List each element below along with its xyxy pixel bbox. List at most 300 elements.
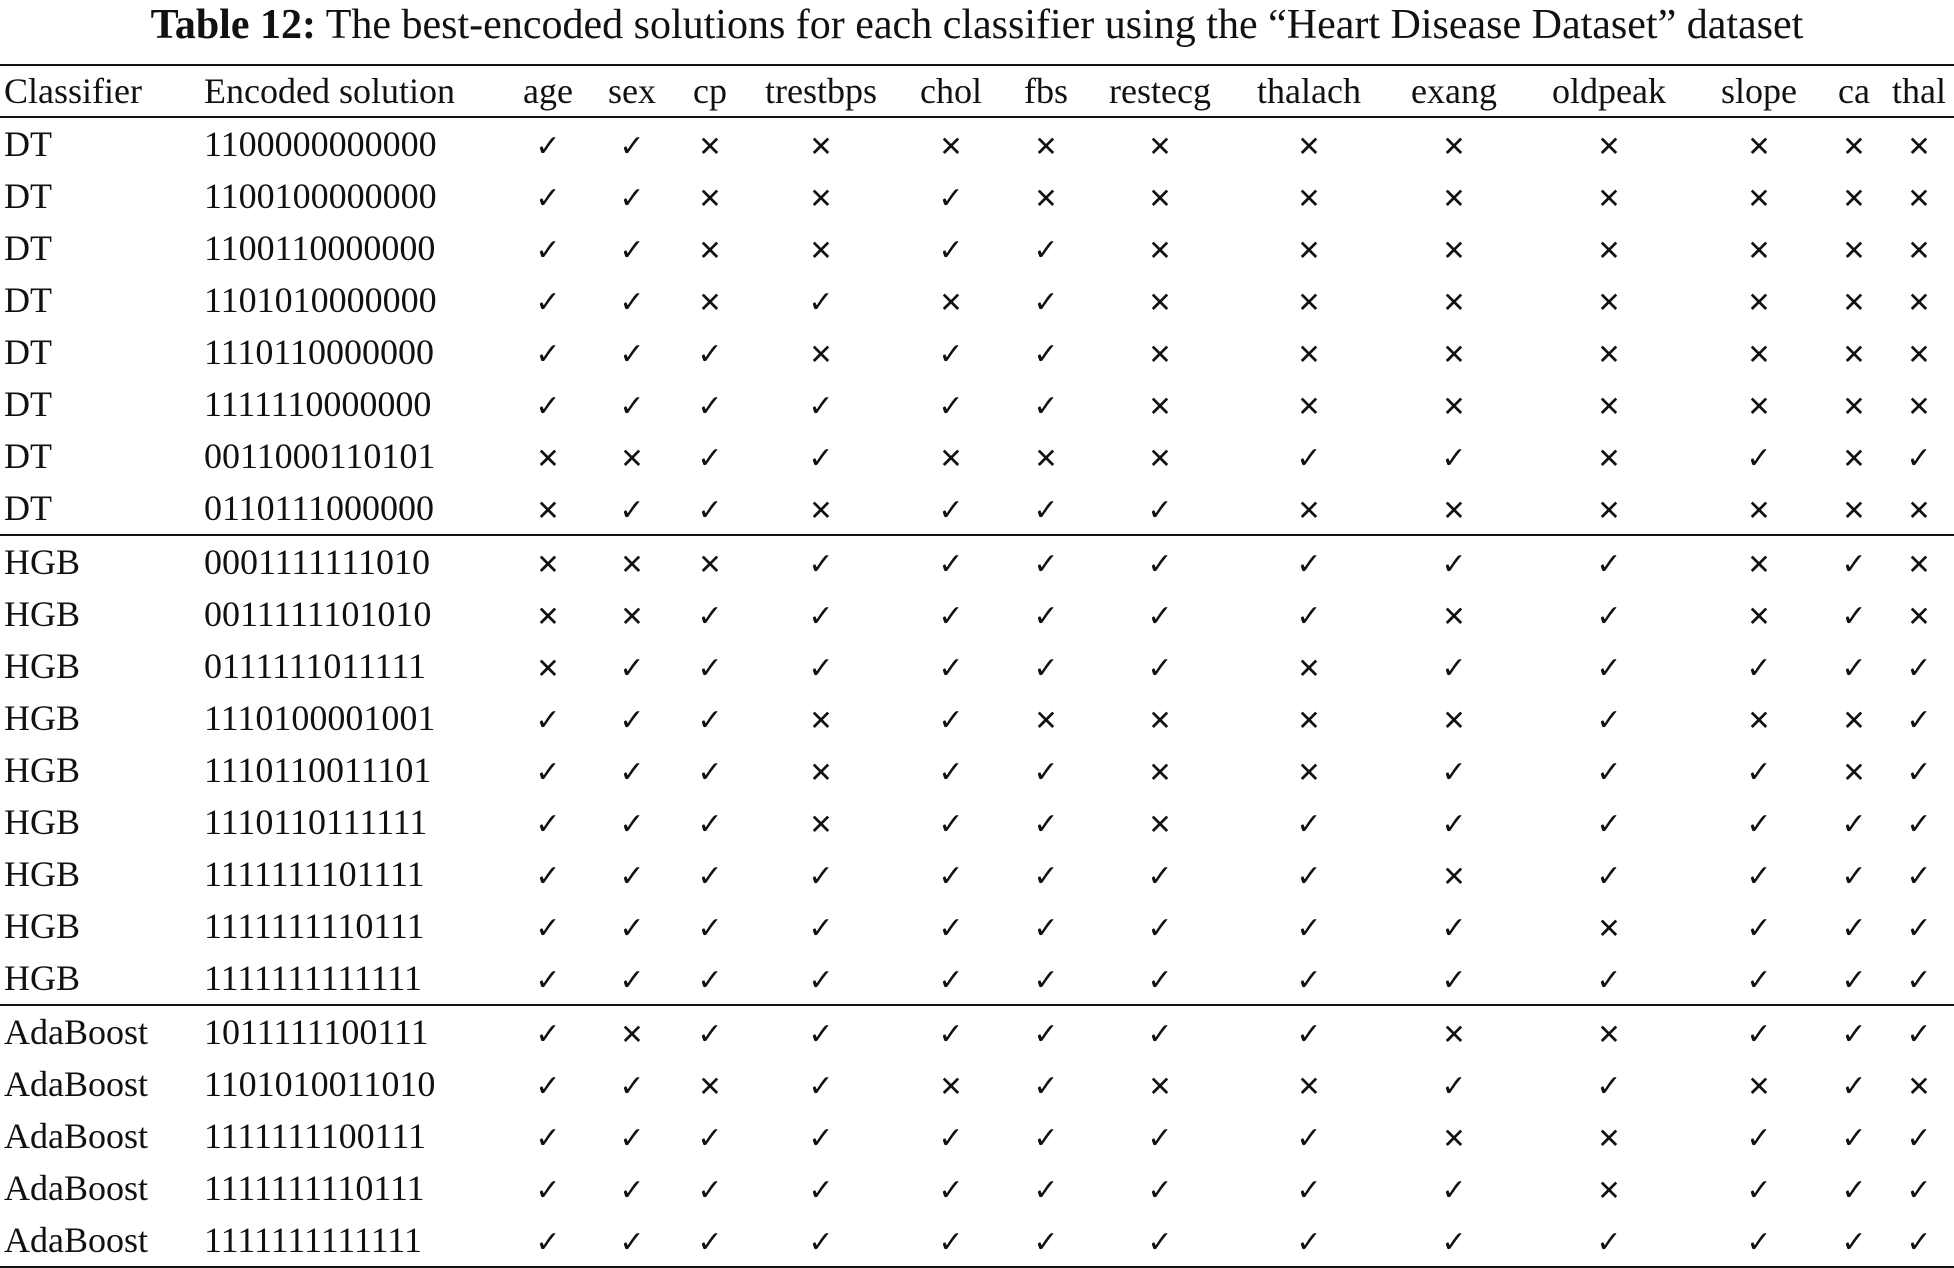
feature-cell bbox=[590, 222, 674, 274]
check-icon: ✓ bbox=[1033, 233, 1059, 268]
cross-icon: ✕ bbox=[1907, 548, 1931, 581]
feature-cell bbox=[1086, 848, 1234, 900]
feature-cell bbox=[590, 1162, 674, 1214]
table-row bbox=[0, 1162, 1954, 1214]
check-icon: ✓ bbox=[808, 1225, 834, 1260]
feature-cell bbox=[746, 326, 896, 378]
feature-cell bbox=[674, 1162, 746, 1214]
feature-cell bbox=[506, 1110, 590, 1162]
feature-cell bbox=[590, 378, 674, 430]
feature-cell bbox=[1524, 900, 1694, 952]
feature-cell bbox=[1234, 900, 1384, 952]
column-header: restecg bbox=[1109, 71, 1211, 111]
check-icon: ✓ bbox=[808, 1017, 834, 1052]
feature-cell bbox=[1006, 1058, 1086, 1110]
feature-cell bbox=[1524, 274, 1694, 326]
check-icon: ✓ bbox=[535, 1017, 561, 1052]
cross-icon: ✕ bbox=[1597, 1122, 1621, 1155]
check-icon: ✓ bbox=[619, 1069, 645, 1104]
check-icon: ✓ bbox=[619, 337, 645, 372]
cross-icon: ✕ bbox=[1148, 234, 1172, 267]
feature-cell bbox=[1694, 1005, 1824, 1058]
check-icon: ✓ bbox=[1746, 441, 1772, 476]
check-icon: ✓ bbox=[1441, 807, 1467, 842]
feature-cell bbox=[1086, 744, 1234, 796]
check-icon: ✓ bbox=[697, 337, 723, 372]
cross-icon: ✕ bbox=[1597, 338, 1621, 371]
check-icon: ✓ bbox=[808, 963, 834, 998]
check-icon: ✓ bbox=[1033, 285, 1059, 320]
cross-icon: ✕ bbox=[1297, 338, 1321, 371]
feature-cell bbox=[506, 482, 590, 535]
feature-cell bbox=[1694, 274, 1824, 326]
check-icon: ✓ bbox=[938, 337, 964, 372]
feature-cell bbox=[896, 692, 1006, 744]
check-icon: ✓ bbox=[1147, 1173, 1173, 1208]
table-row bbox=[0, 378, 1954, 430]
check-icon: ✓ bbox=[619, 911, 645, 946]
column-header: thal bbox=[1892, 71, 1946, 111]
feature-cell bbox=[1884, 430, 1954, 482]
cross-icon: ✕ bbox=[1907, 234, 1931, 267]
feature-cell bbox=[1524, 692, 1694, 744]
check-icon: ✓ bbox=[1296, 547, 1322, 582]
cross-icon: ✕ bbox=[1907, 182, 1931, 215]
feature-cell bbox=[1086, 692, 1234, 744]
check-icon: ✓ bbox=[1296, 807, 1322, 842]
check-icon: ✓ bbox=[619, 1121, 645, 1156]
feature-cell bbox=[1384, 796, 1524, 848]
check-icon: ✓ bbox=[1841, 599, 1867, 634]
check-icon: ✓ bbox=[619, 651, 645, 686]
feature-cell bbox=[1524, 588, 1694, 640]
cross-icon: ✕ bbox=[939, 130, 963, 163]
feature-cell bbox=[896, 274, 1006, 326]
feature-cell bbox=[1524, 848, 1694, 900]
check-icon: ✓ bbox=[1841, 1225, 1867, 1260]
check-icon: ✓ bbox=[808, 547, 834, 582]
check-icon: ✓ bbox=[1033, 389, 1059, 424]
feature-cell bbox=[1006, 744, 1086, 796]
cross-icon: ✕ bbox=[1597, 286, 1621, 319]
feature-cell bbox=[1006, 170, 1086, 222]
check-icon: ✓ bbox=[619, 181, 645, 216]
check-icon: ✓ bbox=[1147, 859, 1173, 894]
feature-cell bbox=[506, 952, 590, 1005]
cross-icon: ✕ bbox=[809, 234, 833, 267]
feature-cell bbox=[1234, 1058, 1384, 1110]
feature-cell bbox=[1884, 640, 1954, 692]
cross-icon: ✕ bbox=[1907, 1070, 1931, 1103]
feature-cell bbox=[1006, 1005, 1086, 1058]
check-icon: ✓ bbox=[938, 807, 964, 842]
table-row bbox=[0, 744, 1954, 796]
feature-cell bbox=[1086, 900, 1234, 952]
feature-cell bbox=[896, 1005, 1006, 1058]
feature-cell bbox=[506, 848, 590, 900]
feature-cell bbox=[506, 170, 590, 222]
feature-cell bbox=[1384, 1214, 1524, 1267]
check-icon: ✓ bbox=[697, 911, 723, 946]
feature-cell bbox=[1884, 900, 1954, 952]
cross-icon: ✕ bbox=[1842, 182, 1866, 215]
feature-cell bbox=[1824, 222, 1884, 274]
feature-cell bbox=[674, 1058, 746, 1110]
check-icon: ✓ bbox=[1746, 859, 1772, 894]
cross-icon: ✕ bbox=[1297, 390, 1321, 423]
check-icon: ✓ bbox=[1906, 755, 1932, 790]
feature-cell bbox=[1006, 588, 1086, 640]
feature-cell bbox=[1884, 848, 1954, 900]
feature-cell bbox=[1884, 1162, 1954, 1214]
feature-cell bbox=[1824, 1110, 1884, 1162]
column-header: slope bbox=[1721, 71, 1797, 111]
cross-icon: ✕ bbox=[1747, 704, 1771, 737]
cross-icon: ✕ bbox=[809, 494, 833, 527]
cross-icon: ✕ bbox=[698, 130, 722, 163]
cross-icon: ✕ bbox=[1297, 286, 1321, 319]
cross-icon: ✕ bbox=[1148, 442, 1172, 475]
feature-cell bbox=[674, 378, 746, 430]
check-icon: ✓ bbox=[938, 651, 964, 686]
classifier-cell: DT bbox=[4, 228, 52, 268]
check-icon: ✓ bbox=[1906, 963, 1932, 998]
table-row bbox=[0, 535, 1954, 588]
cross-icon: ✕ bbox=[698, 548, 722, 581]
feature-cell bbox=[590, 744, 674, 796]
check-icon: ✓ bbox=[1147, 1121, 1173, 1156]
check-icon: ✓ bbox=[1906, 1017, 1932, 1052]
check-icon: ✓ bbox=[1441, 547, 1467, 582]
feature-cell bbox=[1384, 535, 1524, 588]
feature-cell bbox=[1086, 430, 1234, 482]
cross-icon: ✕ bbox=[1842, 704, 1866, 737]
cross-icon: ✕ bbox=[620, 442, 644, 475]
feature-cell bbox=[590, 848, 674, 900]
cross-icon: ✕ bbox=[1442, 860, 1466, 893]
feature-cell bbox=[1884, 952, 1954, 1005]
check-icon: ✓ bbox=[535, 963, 561, 998]
feature-cell bbox=[1694, 900, 1824, 952]
feature-cell bbox=[674, 274, 746, 326]
feature-cell bbox=[1884, 1214, 1954, 1267]
check-icon: ✓ bbox=[1596, 599, 1622, 634]
cross-icon: ✕ bbox=[1907, 286, 1931, 319]
feature-cell bbox=[590, 1005, 674, 1058]
feature-cell bbox=[1384, 588, 1524, 640]
feature-cell bbox=[1086, 117, 1234, 170]
feature-cell bbox=[1824, 535, 1884, 588]
feature-cell bbox=[746, 222, 896, 274]
table-row bbox=[0, 430, 1954, 482]
check-icon: ✓ bbox=[1596, 755, 1622, 790]
column-header: age bbox=[523, 71, 573, 111]
feature-cell bbox=[1086, 588, 1234, 640]
feature-cell bbox=[1884, 222, 1954, 274]
feature-cell bbox=[1234, 588, 1384, 640]
check-icon: ✓ bbox=[1033, 963, 1059, 998]
cross-icon: ✕ bbox=[1148, 704, 1172, 737]
cross-icon: ✕ bbox=[1442, 130, 1466, 163]
check-icon: ✓ bbox=[808, 441, 834, 476]
cross-icon: ✕ bbox=[1034, 704, 1058, 737]
feature-cell bbox=[1234, 692, 1384, 744]
check-icon: ✓ bbox=[1441, 755, 1467, 790]
feature-cell bbox=[1884, 1110, 1954, 1162]
check-icon: ✓ bbox=[1746, 1173, 1772, 1208]
check-icon: ✓ bbox=[697, 1225, 723, 1260]
classifier-cell: DT bbox=[4, 280, 52, 320]
feature-cell bbox=[1524, 170, 1694, 222]
encoded-solution-cell: 1111111101111 bbox=[204, 854, 425, 894]
check-icon: ✓ bbox=[1441, 441, 1467, 476]
check-icon: ✓ bbox=[1906, 1121, 1932, 1156]
feature-cell bbox=[674, 222, 746, 274]
check-icon: ✓ bbox=[1841, 807, 1867, 842]
table-caption bbox=[0, 0, 1954, 50]
feature-cell bbox=[1006, 482, 1086, 535]
feature-cell bbox=[1086, 482, 1234, 535]
encoded-solution-cell: 1111111110111 bbox=[204, 906, 425, 946]
check-icon: ✓ bbox=[1841, 963, 1867, 998]
encoded-solution-cell: 0011111101010 bbox=[204, 594, 432, 634]
check-icon: ✓ bbox=[697, 755, 723, 790]
feature-cell bbox=[1234, 1005, 1384, 1058]
feature-cell bbox=[1384, 900, 1524, 952]
check-icon: ✓ bbox=[1033, 337, 1059, 372]
check-icon: ✓ bbox=[619, 963, 645, 998]
cross-icon: ✕ bbox=[1297, 130, 1321, 163]
encoded-solution-cell: 1101010011010 bbox=[204, 1064, 436, 1104]
cross-icon: ✕ bbox=[1597, 234, 1621, 267]
feature-cell bbox=[1524, 430, 1694, 482]
cross-icon: ✕ bbox=[809, 338, 833, 371]
encoded-solution-cell: 0001111111010 bbox=[200, 535, 506, 588]
cross-icon: ✕ bbox=[1297, 182, 1321, 215]
check-icon: ✓ bbox=[1147, 911, 1173, 946]
check-icon: ✓ bbox=[1033, 1069, 1059, 1104]
feature-cell bbox=[1824, 744, 1884, 796]
feature-cell bbox=[1384, 1162, 1524, 1214]
feature-cell bbox=[506, 744, 590, 796]
feature-cell bbox=[1524, 744, 1694, 796]
check-icon: ✓ bbox=[1296, 1017, 1322, 1052]
feature-cell bbox=[1384, 482, 1524, 535]
feature-cell bbox=[674, 326, 746, 378]
feature-cell bbox=[896, 796, 1006, 848]
feature-cell bbox=[674, 535, 746, 588]
check-icon: ✓ bbox=[535, 389, 561, 424]
feature-cell bbox=[1006, 117, 1086, 170]
feature-cell bbox=[1524, 1110, 1694, 1162]
check-icon: ✓ bbox=[1296, 963, 1322, 998]
feature-cell bbox=[1694, 1110, 1824, 1162]
check-icon: ✓ bbox=[1441, 1173, 1467, 1208]
feature-cell bbox=[1884, 482, 1954, 535]
classifier-cell: HGB bbox=[4, 854, 81, 894]
feature-cell bbox=[896, 326, 1006, 378]
check-icon: ✓ bbox=[1906, 441, 1932, 476]
encoded-solution-cell: 1110110000000 bbox=[204, 332, 434, 372]
check-icon: ✓ bbox=[938, 181, 964, 216]
feature-cell bbox=[1086, 1162, 1234, 1214]
check-icon: ✓ bbox=[1906, 1225, 1932, 1260]
cross-icon: ✕ bbox=[1148, 808, 1172, 841]
cross-icon: ✕ bbox=[1747, 600, 1771, 633]
encoded-solution-cell: 0110111000000 bbox=[204, 488, 434, 528]
feature-cell bbox=[1234, 326, 1384, 378]
feature-cell bbox=[1824, 588, 1884, 640]
check-icon: ✓ bbox=[1441, 1225, 1467, 1260]
feature-cell bbox=[896, 378, 1006, 430]
check-icon: ✓ bbox=[938, 493, 964, 528]
feature-cell bbox=[1384, 326, 1524, 378]
feature-cell bbox=[1824, 952, 1884, 1005]
classifier-cell: HGB bbox=[4, 958, 81, 998]
feature-cell bbox=[1234, 744, 1384, 796]
feature-cell bbox=[1824, 117, 1884, 170]
feature-cell bbox=[896, 117, 1006, 170]
cross-icon: ✕ bbox=[1842, 442, 1866, 475]
check-icon: ✓ bbox=[535, 1173, 561, 1208]
table-row bbox=[0, 900, 1954, 952]
cross-icon: ✕ bbox=[536, 494, 560, 527]
check-icon: ✓ bbox=[697, 1017, 723, 1052]
check-icon: ✓ bbox=[1596, 859, 1622, 894]
check-icon: ✓ bbox=[1746, 1121, 1772, 1156]
feature-cell bbox=[1086, 170, 1234, 222]
cross-icon: ✕ bbox=[1148, 130, 1172, 163]
feature-cell bbox=[1006, 900, 1086, 952]
encoded-solution-cell: 1111110000000 bbox=[204, 384, 432, 424]
encoded-solution-cell: 1101010000000 bbox=[204, 280, 437, 320]
feature-cell bbox=[1694, 170, 1824, 222]
feature-cell bbox=[1384, 430, 1524, 482]
check-icon: ✓ bbox=[1147, 599, 1173, 634]
feature-cell bbox=[1234, 378, 1384, 430]
encoded-solution-cell: 0111111011111 bbox=[204, 646, 426, 686]
feature-cell bbox=[590, 692, 674, 744]
check-icon: ✓ bbox=[1841, 651, 1867, 686]
feature-cell bbox=[1234, 640, 1384, 692]
check-icon: ✓ bbox=[619, 859, 645, 894]
check-icon: ✓ bbox=[1033, 911, 1059, 946]
feature-cell bbox=[1694, 640, 1824, 692]
results-table bbox=[0, 64, 1954, 1268]
cross-icon: ✕ bbox=[1907, 338, 1931, 371]
feature-cell bbox=[1234, 848, 1384, 900]
check-icon: ✓ bbox=[1441, 963, 1467, 998]
feature-cell bbox=[506, 1214, 590, 1267]
feature-cell bbox=[1384, 1058, 1524, 1110]
feature-cell bbox=[1694, 796, 1824, 848]
feature-cell bbox=[746, 170, 896, 222]
encoded-solution-cell: 1100100000000 bbox=[204, 176, 437, 216]
feature-cell bbox=[1824, 378, 1884, 430]
feature-cell bbox=[1384, 222, 1524, 274]
encoded-solution-cell: 0011000110101 bbox=[204, 436, 436, 476]
feature-cell bbox=[1384, 744, 1524, 796]
feature-cell bbox=[1824, 640, 1884, 692]
feature-cell bbox=[746, 535, 896, 588]
check-icon: ✓ bbox=[808, 389, 834, 424]
feature-cell bbox=[746, 274, 896, 326]
feature-cell bbox=[1884, 588, 1954, 640]
feature-cell bbox=[1384, 378, 1524, 430]
feature-cell bbox=[896, 952, 1006, 1005]
check-icon: ✓ bbox=[1441, 911, 1467, 946]
feature-cell bbox=[1006, 796, 1086, 848]
check-icon: ✓ bbox=[1841, 1017, 1867, 1052]
feature-cell bbox=[1824, 170, 1884, 222]
check-icon: ✓ bbox=[938, 1017, 964, 1052]
cross-icon: ✕ bbox=[620, 1018, 644, 1051]
feature-cell bbox=[674, 692, 746, 744]
feature-cell bbox=[1694, 1162, 1824, 1214]
table-row bbox=[0, 1110, 1954, 1162]
feature-cell bbox=[1086, 222, 1234, 274]
cross-icon: ✕ bbox=[1442, 1122, 1466, 1155]
feature-cell bbox=[1234, 170, 1384, 222]
feature-cell bbox=[1824, 1058, 1884, 1110]
check-icon: ✓ bbox=[1296, 911, 1322, 946]
check-icon: ✓ bbox=[1033, 1121, 1059, 1156]
check-icon: ✓ bbox=[535, 1121, 561, 1156]
cross-icon: ✕ bbox=[1148, 286, 1172, 319]
cross-icon: ✕ bbox=[939, 442, 963, 475]
feature-cell bbox=[1524, 482, 1694, 535]
feature-cell bbox=[506, 535, 590, 588]
check-icon: ✓ bbox=[938, 233, 964, 268]
check-icon: ✓ bbox=[1033, 547, 1059, 582]
feature-cell bbox=[1694, 1214, 1824, 1267]
cross-icon: ✕ bbox=[1297, 1070, 1321, 1103]
check-icon: ✓ bbox=[1033, 755, 1059, 790]
cross-icon: ✕ bbox=[1747, 338, 1771, 371]
check-icon: ✓ bbox=[1841, 547, 1867, 582]
cross-icon: ✕ bbox=[1842, 756, 1866, 789]
feature-cell bbox=[1086, 640, 1234, 692]
cross-icon: ✕ bbox=[698, 234, 722, 267]
feature-cell bbox=[746, 1110, 896, 1162]
feature-cell bbox=[590, 952, 674, 1005]
feature-cell bbox=[896, 848, 1006, 900]
classifier-cell: HGB bbox=[4, 750, 81, 790]
check-icon: ✓ bbox=[619, 807, 645, 842]
cross-icon: ✕ bbox=[698, 182, 722, 215]
check-icon: ✓ bbox=[1596, 963, 1622, 998]
check-icon: ✓ bbox=[1147, 1017, 1173, 1052]
check-icon: ✓ bbox=[535, 911, 561, 946]
feature-cell bbox=[896, 1214, 1006, 1267]
check-icon: ✓ bbox=[1841, 911, 1867, 946]
feature-cell bbox=[1006, 1162, 1086, 1214]
check-icon: ✓ bbox=[938, 755, 964, 790]
check-icon: ✓ bbox=[619, 755, 645, 790]
feature-cell bbox=[674, 170, 746, 222]
column-header: ca bbox=[1838, 71, 1870, 111]
table-row bbox=[0, 1005, 1954, 1058]
feature-cell bbox=[590, 796, 674, 848]
feature-cell bbox=[674, 640, 746, 692]
feature-cell bbox=[746, 430, 896, 482]
feature-cell bbox=[1824, 1005, 1884, 1058]
check-icon: ✓ bbox=[938, 1173, 964, 1208]
check-icon: ✓ bbox=[535, 859, 561, 894]
check-icon: ✓ bbox=[1746, 911, 1772, 946]
cross-icon: ✕ bbox=[1842, 130, 1866, 163]
check-icon: ✓ bbox=[535, 233, 561, 268]
